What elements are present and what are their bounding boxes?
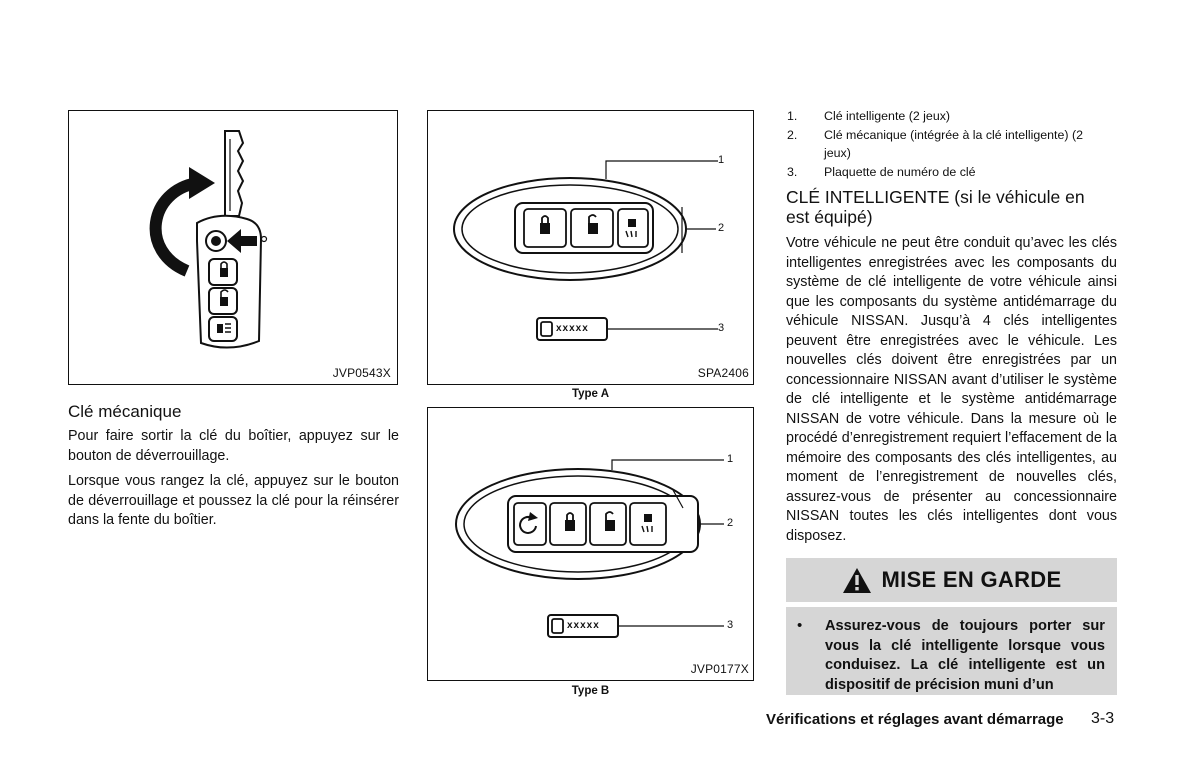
list-item: [787, 127, 1117, 163]
list-item: [787, 108, 1117, 126]
warning-title: MISE EN GARDE: [881, 567, 1062, 592]
footer-section-title: Vérifications et réglages avant démarrage: [766, 711, 1064, 728]
list-number: 1.: [787, 109, 798, 123]
figure-smart-key-type-b: [427, 407, 754, 681]
figure-smart-key-type-a: [427, 110, 754, 385]
callout-1: 1: [718, 154, 725, 166]
warning-body: [786, 607, 1117, 695]
smart-key-a-illustration: [428, 111, 753, 384]
callout-3: 3: [727, 619, 734, 631]
paragraph-smart-key: Votre véhicule ne peut être conduit qu’avec les clés intelligentes enregistrées avec les composants du système de clé intelligente de votre véhicule ainsi que les composants du système antidémarrage du véhicule NISSAN. Jusqu’à 4 clés intelligentes peuvent être enregistrées avec le véhicule. Les nouvelles clés doivent être enregistrées par un concessionnaire NISSAN avant d’utiliser le système de clé intelligente et le système antidémarrage NISSAN de votre véhicule. Dans la mesure où le procédé d’enregistrement requiert l’effacement de la mémoire des composants des clés intelligentes, au moment de l’enregistrement de nouvelles clés, assurez-vous de présenter au concessionnaire NISSAN toutes les clés intelligentes dont vous disposez.: [786, 235, 1117, 544]
list-text: Clé intelligente (2 jeux): [824, 109, 951, 123]
list-number: 3.: [787, 165, 798, 179]
paragraph-store-key: Lorsque vous rangez la clé, appuyez sur le bouton de déverrouillage et poussez la clé pour la réinsérer dans la fente du boîtier.: [68, 473, 399, 529]
callout-2: 2: [727, 517, 734, 529]
smart-key-b-illustration: [428, 408, 753, 680]
paragraph-remove-key: Pour faire sortir la clé du boîtier, appuyez sur le bouton de déverrouillage.: [68, 428, 399, 464]
list-text-continued: jeux): [824, 146, 851, 160]
section-heading-mechanical-key: Clé mécanique: [68, 402, 182, 421]
figure-mechanical-key: [68, 110, 398, 385]
section-heading-smart-key: CLÉ INTELLIGENTE (si le véhicule en: [786, 187, 1085, 207]
section-heading-smart-key-cont: est équipé): [786, 207, 873, 227]
list-number: 2.: [787, 128, 798, 142]
figure-caption-type-b: Type B: [571, 685, 610, 697]
list-text: Clé mécanique (intégrée à la clé intelligente) (2: [824, 128, 1083, 142]
plate-number: xxxxx: [567, 620, 600, 631]
warning-triangle-icon: [842, 567, 872, 594]
page-number: 3-3: [1091, 710, 1115, 727]
warning-text: Assurez-vous de toujours porter sur vous la clé intelligente lorsque vous conduisez. La clé intelligente est un dispositif de précision muni d’un: [825, 618, 1105, 693]
callout-1: 1: [727, 453, 734, 465]
warning-header: [786, 558, 1117, 602]
callout-2: 2: [718, 222, 725, 234]
plate-number: xxxxx: [556, 323, 589, 334]
callout-3: 3: [718, 322, 725, 334]
figure-code: JVP0177X: [690, 662, 749, 676]
list-text: Plaquette de numéro de clé: [824, 165, 976, 179]
warning-bullet: •: [797, 617, 803, 634]
list-item: [787, 164, 1117, 182]
figure-code: JVP0543X: [332, 366, 391, 380]
key-illustration: [69, 111, 397, 361]
figure-caption-type-a: Type A: [571, 388, 610, 400]
figure-code: SPA2406: [697, 366, 749, 380]
